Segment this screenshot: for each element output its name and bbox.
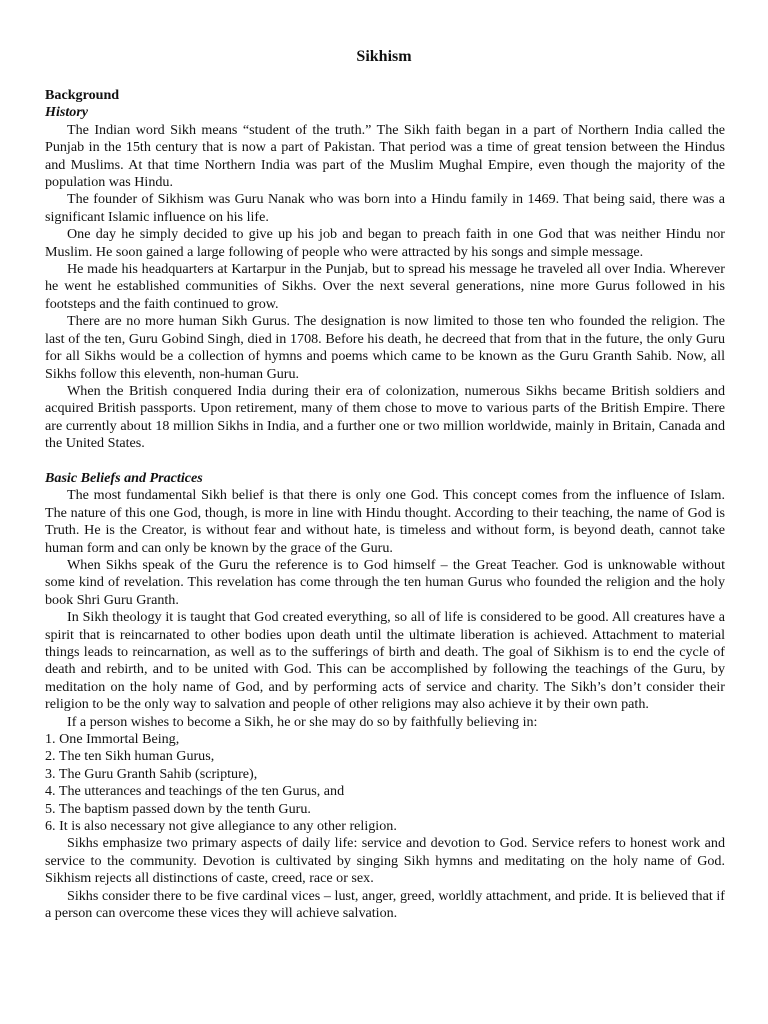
- paragraph: Sikhs consider there to be five cardinal vices – lust, anger, greed, worldly attachment, and pride. It is believed that if a person can overcome these vices they will achieve salvation.: [45, 887, 725, 922]
- list-item: 2. The ten Sikh human Gurus,: [45, 748, 215, 765]
- paragraph: One day he simply decided to give up his job and began to preach faith in one God that was neither Hindu nor Muslim. He soon gained a large following of people who were attracted by his songs and simple message.: [45, 226, 725, 260]
- section-heading-background: Background: [45, 87, 120, 103]
- list-item: 1. One Immortal Being,: [45, 731, 180, 748]
- paragraph: The Indian word Sikh means “student of the truth.” The Sikh faith began in a part of Northern India called the Punjab in the 15th century that is now a part of Pakistan. That period was a time of great tension between the Hindus and Muslims. At that time Northern India was part of the Muslim Mughal Empire, even though the majority of the population was Hindu.: [45, 121, 725, 191]
- list-item: 6. It is also necessary not give allegiance to any other religion.: [45, 818, 397, 835]
- paragraph: The founder of Sikhism was Guru Nanak who was born into a Hindu family in 1469. That being said, there was a significant Islamic influence on his life.: [45, 191, 725, 225]
- document-body: [45, 87, 725, 922]
- subsection-heading-history: History: [45, 104, 89, 121]
- paragraph: The most fundamental Sikh belief is that there is only one God. This concept comes from the influence of Islam. The nature of this one God, though, is more in line with Hindu thought. According to their teaching, the name of God is Truth. He is the Creator, is without fear and without hate, is timeless and without form, is beyond death, cannot take human form and can only be known by the grace of the Guru.: [45, 487, 725, 556]
- list-item: 5. The baptism passed down by the tenth Guru.: [45, 800, 311, 817]
- paragraph: When Sikhs speak of the Guru the reference is to God himself – the Great Teacher. God is unknowable without some kind of revelation. This revelation has come through the ten human Gurus who founded the religion and the holy book Shri Guru Granth.: [45, 556, 725, 608]
- section-spacer: [45, 453, 725, 470]
- list-item: 3. The Guru Granth Sahib (scripture),: [45, 765, 258, 782]
- list-item: 4. The utterances and teachings of the ten Gurus, and: [45, 783, 345, 800]
- subsection-heading-beliefs: Basic Beliefs and Practices: [45, 469, 203, 486]
- document-title: Sikhism: [356, 48, 412, 65]
- paragraph: He made his headquarters at Kartarpur in the Punjab, but to spread his message he traveled all over India. Wherever he went he established communities of Sikhs. Over the next several generations, nine more Gurus followed in his footsteps and the faith continued to grow.: [45, 261, 725, 312]
- paragraph: There are no more human Sikh Gurus. The designation is now limited to those ten who founded the religion. The last of the ten, Guru Gobind Singh, died in 1708. Before his death, he decreed that from that in the future, the only Guru for all Sikhs would be a collection of hymns and poems which came to be known as the Guru Granth Sahib. Now, all Sikhs follow this eleventh, non-human Guru.: [45, 313, 725, 382]
- paragraph: Sikhs emphasize two primary aspects of daily life: service and devotion to God. Service refers to honest work and service to the community. Devotion is cultivated by singing Sikh hymns and meditating on the holy name of God. Sikhism rejects all distinctions of caste, creed, race or sex.: [45, 835, 725, 887]
- paragraph: When the British conquered India during their era of colonization, numerous Sikhs became British soldiers and acquired British passports. Upon retirement, many of them chose to move to various parts of the British Empire. There are currently about 18 million Sikhs in India, and a further one or two million worldwide, mainly in Britain, Canada and the United States.: [45, 382, 725, 452]
- paragraph: If a person wishes to become a Sikh, he or she may do so by faithfully believing in:: [67, 713, 538, 730]
- paragraph: In Sikh theology it is taught that God created everything, so all of life is considered to be good. All creatures have a spirit that is reincarnated to other bodies upon death until the ultimate liberation is achieved. Attachment to material things leads to reincarnation, as well as to the sufferings of birth and death. The goal of Sikhism is to end the cycle of death and rebirth, and to be united with God. This can be accomplished by following the teachings of the Guru, by meditation on the holy name of God, and by performing acts of service and charity. The Sikh’s don’t consider their religion to be the only way to salvation and people of other religions may also achieve it by their own path.: [45, 609, 725, 713]
